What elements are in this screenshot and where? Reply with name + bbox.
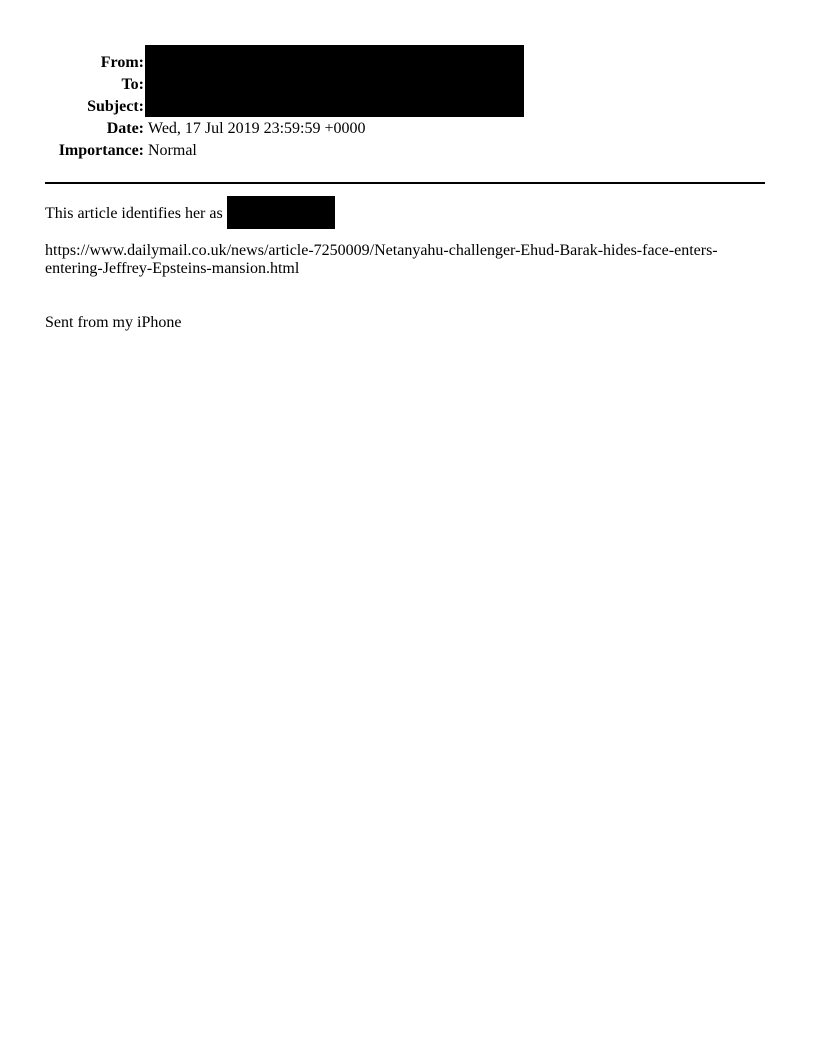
importance-value: Normal — [148, 142, 197, 159]
importance-label: Importance: — [58, 142, 144, 159]
header-divider — [45, 182, 765, 184]
body-line-1: This article identifies her as — [45, 205, 223, 222]
from-label: From: — [100, 54, 144, 71]
to-label: To: — [121, 76, 144, 93]
subject-label: Subject: — [87, 98, 144, 115]
article-url-line-2: entering-Jeffrey-Epsteins-mansion.html — [45, 260, 300, 277]
date-value: Wed, 17 Jul 2019 23:59:59 +0000 — [148, 120, 366, 137]
date-label: Date: — [106, 120, 144, 137]
email-header — [0, 0, 816, 170]
body-redaction-box — [227, 196, 335, 229]
signature: Sent from my iPhone — [45, 314, 182, 331]
header-redaction-box — [145, 45, 524, 117]
article-url-line-1: https://www.dailymail.co.uk/news/article-7250009/Netanyahu-challenger-Ehud-Barak-hides-face-enters- — [45, 242, 718, 259]
